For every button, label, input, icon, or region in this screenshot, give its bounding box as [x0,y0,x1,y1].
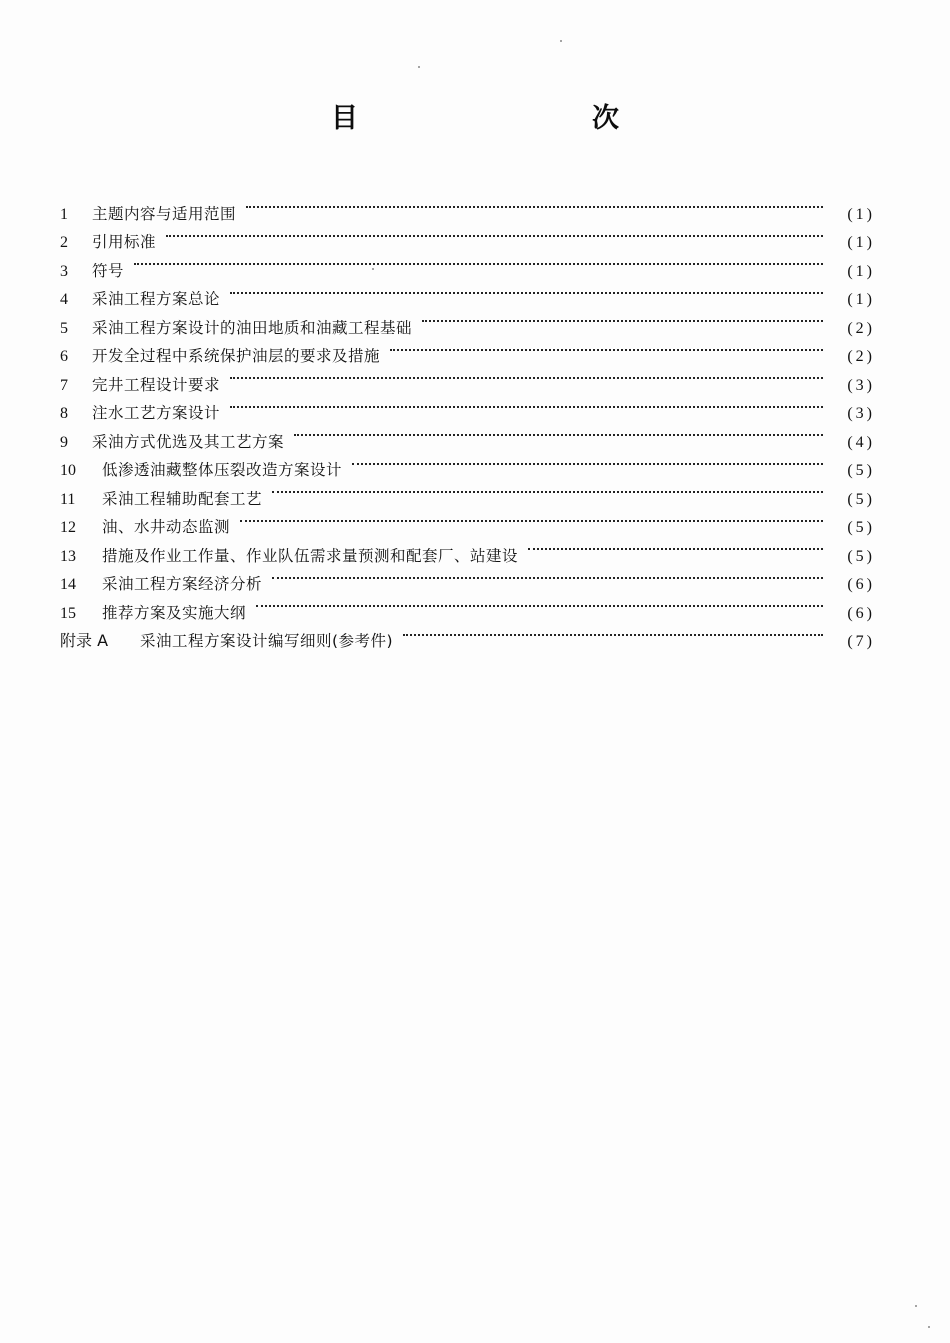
toc-entry-label: 完井工程设计要求 [92,375,221,394]
toc-leader-dots [230,390,823,419]
toc-entry-number: 7 [60,376,68,394]
toc-entry-number: 4 [60,291,68,308]
toc-entry-number: 5 [60,319,68,337]
toc-leader-dots [134,247,823,276]
toc-entry-page: (1) [847,291,875,308]
toc-entry-label: 油、水井动态监测 [102,518,231,536]
toc-leader-dots [352,447,823,476]
toc-entry-label: 采油工程方案设计的油田地质和油藏工程基础 [92,318,413,337]
toc-entry-label: 采油工程方案设计编写细则(参考件) [140,632,394,650]
toc-entry-page: (1) [847,262,875,280]
scan-speck [928,1326,930,1328]
toc-entry-label: 注水工艺方案设计 [92,404,221,422]
toc-entry-number: 1 [60,205,68,223]
toc-leader-dots [256,589,823,618]
toc-entry-number: 15 [60,604,76,622]
toc-leader-dots [246,190,823,219]
toc-leader-dots [230,361,823,390]
toc-entry-label: 低渗透油藏整体压裂改造方案设计 [102,461,343,479]
toc-entry-number: 3 [60,262,68,280]
toc-leader-dots [403,618,823,647]
scan-speck [418,66,420,68]
toc-entry-label: 采油方式优选及其工艺方案 [92,432,285,451]
toc-entry-label: 推荐方案及实施大纲 [102,603,247,622]
toc-entry-1[interactable] [60,190,875,223]
scan-speck [915,1305,917,1307]
toc-entry-number: 12 [60,519,76,536]
toc-entry-number: 9 [60,433,68,451]
toc-entry-number: 11 [60,490,76,508]
toc-leader-dots [272,561,823,590]
page-title: 目 次 [331,103,679,134]
toc-entry-label: 开发全过程中系统保护油层的要求及措施 [92,347,381,365]
toc-entry-number: 13 [60,547,76,565]
toc-entry-label: 采油工程方案总论 [92,290,221,308]
toc-entry-number: 6 [60,348,68,365]
toc-entry-label: 引用标准 [92,233,157,251]
toc-entry-4[interactable] [60,276,875,308]
toc-entry-number: 附录 A [60,631,109,650]
toc-entry-label: 措施及作业工作量、作业队伍需求量预测和配套厂、站建设 [102,546,519,565]
toc-leader-dots [294,418,823,447]
scan-speck [372,268,374,270]
toc-entry-page: (6) [847,604,875,622]
toc-entry-page: (2) [847,348,875,365]
toc-leader-dots [230,276,823,305]
toc-entry-page: (3) [847,405,875,422]
toc-entry-2[interactable] [60,219,875,251]
toc-entry-label: 采油工程方案经济分析 [102,575,263,593]
scan-speck [560,40,562,42]
toc-leader-dots [240,504,823,533]
toc-entry-page: (7) [847,633,875,650]
toc-entry-page: (5) [847,547,875,565]
toc-leader-dots [528,532,823,561]
toc-entry-number: 14 [60,576,76,593]
toc-entry-number: 10 [60,462,76,479]
toc-entry-page: (2) [847,319,875,337]
toc-entry-page: (5) [847,490,875,508]
toc-entry-page: (5) [847,519,875,536]
toc-entry-page: (4) [847,433,875,451]
toc-entry-page: (1) [847,234,875,251]
toc-entry-page: (1) [847,205,875,223]
toc-entry-3[interactable] [60,247,875,280]
toc-leader-dots [422,304,823,333]
toc-entry-number: 8 [60,405,68,422]
toc-entry-label: 主题内容与适用范围 [92,204,237,223]
toc-leader-dots [390,333,823,362]
table-of-contents [60,190,875,650]
toc-entry-label: 采油工程辅助配套工艺 [102,489,263,508]
toc-leader-dots [166,219,823,248]
toc-leader-dots [272,475,823,504]
toc-entry-page: (3) [847,376,875,394]
toc-entry-number: 2 [60,234,68,251]
toc-entry-label: 符号 [92,261,125,280]
toc-entry-page: (6) [847,576,875,593]
toc-entry-page: (5) [847,462,875,479]
